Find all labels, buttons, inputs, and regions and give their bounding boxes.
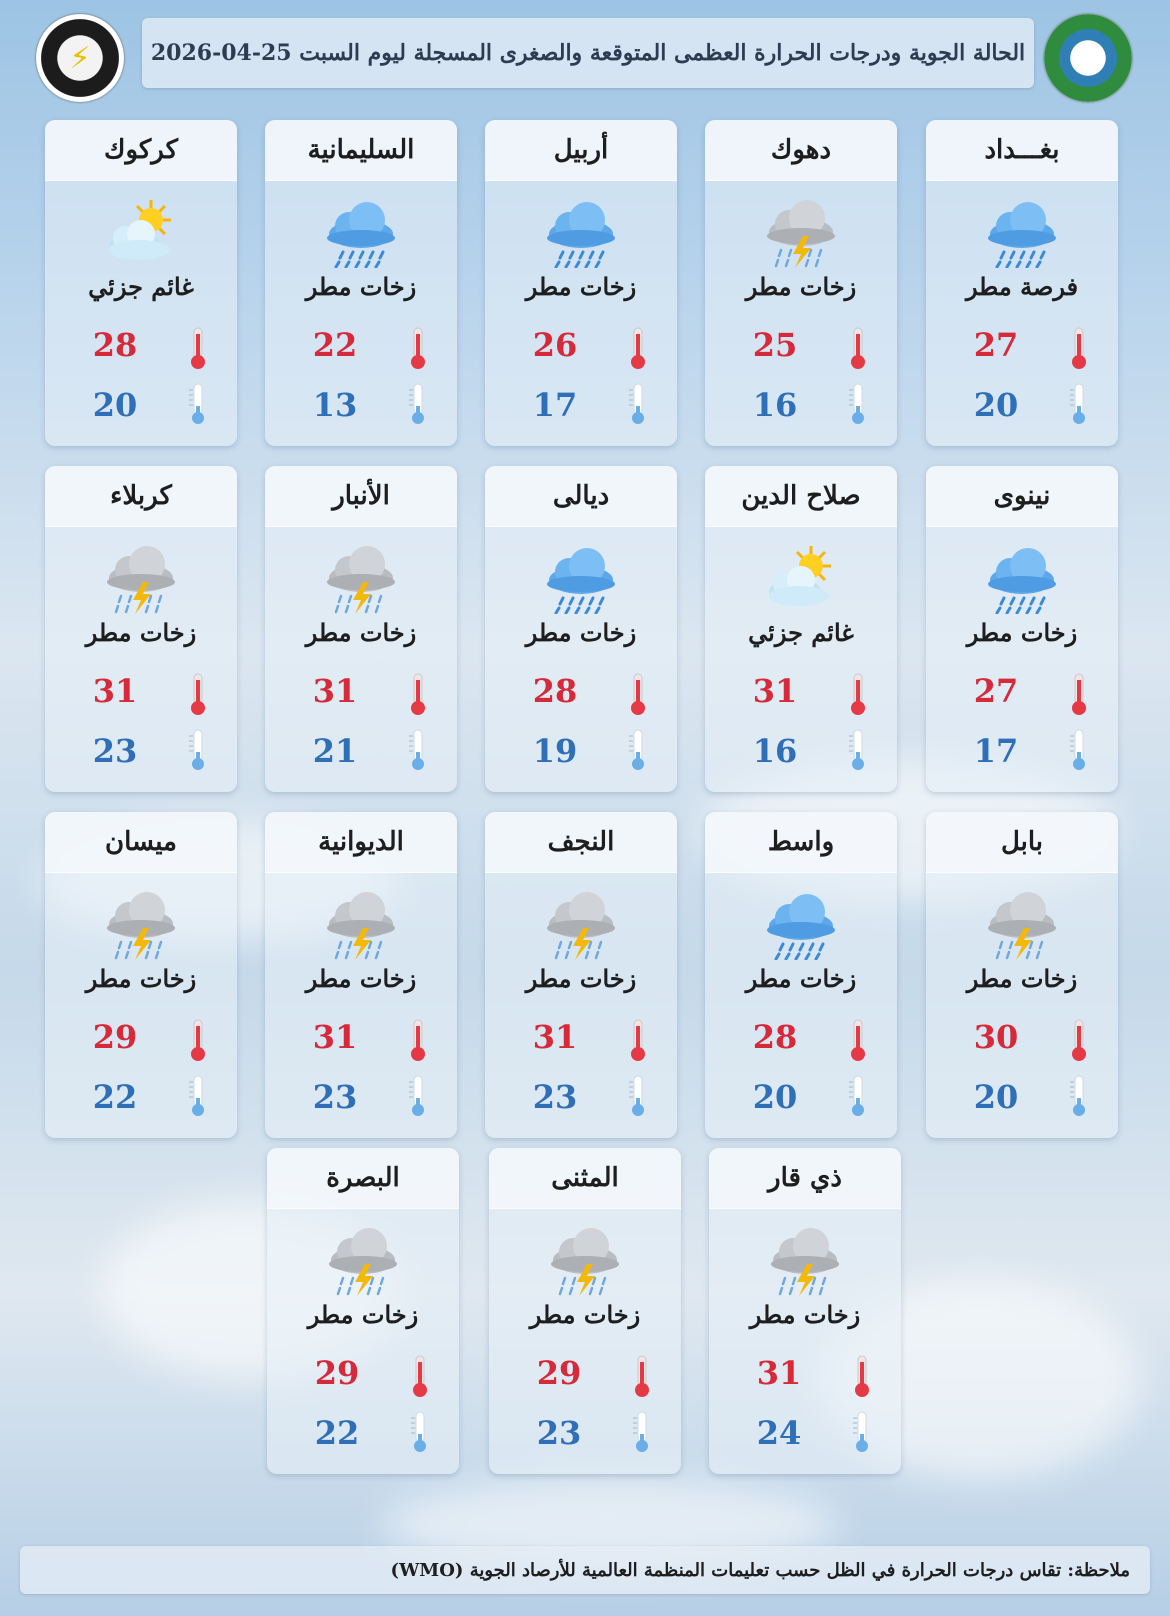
city-name: نينوى	[993, 481, 1051, 511]
min-temperature: 20	[973, 1078, 1019, 1116]
footer-note: ملاحظة: تقاس درجات الحرارة في الظل حسب تعليمات المنظمة العالمية للأرصاد الجوية (WMO)	[390, 1559, 1130, 1581]
max-temperature: 28	[532, 672, 578, 710]
max-temperature: 29	[314, 1354, 360, 1392]
city-card	[705, 466, 897, 792]
max-temperature: 22	[312, 326, 358, 364]
max-temperature: 31	[532, 1018, 578, 1056]
rain-cloud-icon	[982, 542, 1062, 614]
city-name: ميسان	[105, 827, 177, 857]
hot-thermometer-icon	[1070, 1018, 1088, 1062]
weather-condition: زخات مطر	[745, 964, 857, 993]
hot-thermometer-icon	[849, 326, 867, 370]
min-temperature: 20	[92, 386, 138, 424]
city-card	[705, 120, 897, 446]
thunder-shower-icon	[101, 542, 181, 614]
max-temperature: 31	[756, 1354, 802, 1392]
city-name: السليمانية	[307, 135, 415, 165]
max-temperature: 27	[973, 326, 1019, 364]
city-card	[265, 812, 457, 1138]
cold-thermometer-icon	[409, 728, 427, 772]
cold-thermometer-icon	[633, 1410, 651, 1454]
cold-thermometer-icon	[629, 1074, 647, 1118]
rain-cloud-icon	[541, 542, 621, 614]
rain-cloud-icon	[761, 888, 841, 960]
city-card	[926, 812, 1118, 1138]
city-card	[267, 1148, 459, 1474]
city-card-header	[705, 466, 897, 527]
weather-condition: زخات مطر	[529, 1300, 641, 1329]
cold-thermometer-icon	[189, 382, 207, 426]
min-temperature: 17	[532, 386, 578, 424]
cold-thermometer-icon	[189, 1074, 207, 1118]
city-card-header	[45, 466, 237, 527]
cloud-emblem-icon: ☁	[1075, 43, 1101, 73]
hot-thermometer-icon	[629, 326, 647, 370]
max-temperature: 29	[92, 1018, 138, 1056]
rain-cloud-icon	[321, 196, 401, 268]
max-temperature: 29	[536, 1354, 582, 1392]
cold-thermometer-icon	[411, 1410, 429, 1454]
min-temperature: 17	[973, 732, 1019, 770]
weather-condition: زخات مطر	[85, 964, 197, 993]
city-card	[485, 120, 677, 446]
min-temperature: 20	[752, 1078, 798, 1116]
min-temperature: 13	[312, 386, 358, 424]
city-card-header	[45, 120, 237, 181]
weather-condition: زخات مطر	[966, 618, 1078, 647]
max-temperature: 25	[752, 326, 798, 364]
hot-thermometer-icon	[409, 326, 427, 370]
cold-thermometer-icon	[849, 382, 867, 426]
cold-thermometer-icon	[1070, 382, 1088, 426]
hot-thermometer-icon	[849, 1018, 867, 1062]
hot-thermometer-icon	[629, 672, 647, 716]
footer-bar	[20, 1546, 1150, 1594]
weather-condition: زخات مطر	[307, 1300, 419, 1329]
thunder-shower-icon	[765, 1224, 845, 1296]
hot-thermometer-icon	[189, 672, 207, 716]
min-temperature: 21	[312, 732, 358, 770]
city-card	[926, 466, 1118, 792]
weather-condition: زخات مطر	[966, 964, 1078, 993]
thunder-shower-icon	[541, 888, 621, 960]
max-temperature: 28	[92, 326, 138, 364]
city-card-header	[926, 120, 1118, 181]
city-name: بغـــداد	[984, 135, 1060, 165]
thunder-shower-icon	[545, 1224, 625, 1296]
thunder-shower-icon	[982, 888, 1062, 960]
hot-thermometer-icon	[1070, 672, 1088, 716]
city-card	[485, 466, 677, 792]
thunder-shower-icon	[321, 888, 401, 960]
city-card	[485, 812, 677, 1138]
city-card-header	[489, 1148, 681, 1209]
city-card-header	[265, 120, 457, 181]
hot-thermometer-icon	[629, 1018, 647, 1062]
city-name: الأنبار	[332, 481, 390, 511]
city-name: الديوانية	[318, 827, 404, 857]
city-name: ذي قار	[768, 1163, 842, 1193]
city-card-header	[265, 812, 457, 873]
city-name: صلاح الدين	[741, 481, 861, 511]
lightning-emblem-icon: ⚡	[69, 40, 91, 76]
weather-condition: زخات مطر	[305, 618, 417, 647]
city-name: ديالى	[552, 481, 610, 511]
city-name: دهوك	[770, 135, 832, 165]
weather-condition: فرصة مطر	[965, 272, 1079, 301]
city-name: البصرة	[326, 1163, 400, 1193]
min-temperature: 23	[536, 1414, 582, 1452]
city-card	[265, 120, 457, 446]
hot-thermometer-icon	[409, 1018, 427, 1062]
city-card-header	[485, 812, 677, 873]
hot-thermometer-icon	[411, 1354, 429, 1398]
weather-condition: زخات مطر	[305, 272, 417, 301]
weather-condition: زخات مطر	[525, 964, 637, 993]
hot-thermometer-icon	[633, 1354, 651, 1398]
rain-cloud-icon	[982, 196, 1062, 268]
city-card-header	[45, 812, 237, 873]
city-card	[926, 120, 1118, 446]
city-card-header	[709, 1148, 901, 1209]
max-temperature: 31	[92, 672, 138, 710]
partly-cloudy-icon	[101, 196, 181, 268]
cold-thermometer-icon	[1070, 1074, 1088, 1118]
cold-thermometer-icon	[629, 382, 647, 426]
hot-thermometer-icon	[189, 1018, 207, 1062]
cold-thermometer-icon	[853, 1410, 871, 1454]
city-name: كركوك	[104, 135, 178, 165]
rain-cloud-icon	[541, 196, 621, 268]
weather-condition: زخات مطر	[749, 1300, 861, 1329]
max-temperature: 26	[532, 326, 578, 364]
city-card-header	[926, 466, 1118, 527]
min-temperature: 23	[312, 1078, 358, 1116]
max-temperature: 31	[752, 672, 798, 710]
min-temperature: 22	[314, 1414, 360, 1452]
city-card	[45, 120, 237, 446]
min-temperature: 19	[532, 732, 578, 770]
max-temperature: 27	[973, 672, 1019, 710]
cold-thermometer-icon	[1070, 728, 1088, 772]
min-temperature: 16	[752, 386, 798, 424]
max-temperature: 31	[312, 672, 358, 710]
city-name: أربيل	[553, 135, 609, 165]
page-title: الحالة الجوية ودرجات الحرارة العظمى المتوقعة والصغرى المسجلة ليوم السبت 25-04-2026	[150, 40, 1026, 66]
max-temperature: 31	[312, 1018, 358, 1056]
thunder-shower-icon	[761, 196, 841, 268]
city-card-header	[926, 812, 1118, 873]
city-card-header	[265, 466, 457, 527]
thunder-shower-icon	[101, 888, 181, 960]
city-name: بابل	[1000, 827, 1044, 857]
weather-condition: زخات مطر	[525, 272, 637, 301]
partly-cloudy-icon	[761, 542, 841, 614]
cold-thermometer-icon	[849, 728, 867, 772]
weather-condition: زخات مطر	[525, 618, 637, 647]
city-name: واسط	[767, 827, 835, 857]
city-card	[45, 812, 237, 1138]
weather-condition: غائم جزئي	[88, 272, 194, 301]
weather-condition: زخات مطر	[305, 964, 417, 993]
cold-thermometer-icon	[629, 728, 647, 772]
weather-condition: زخات مطر	[745, 272, 857, 301]
city-card	[265, 466, 457, 792]
city-card	[705, 812, 897, 1138]
hot-thermometer-icon	[189, 326, 207, 370]
min-temperature: 23	[532, 1078, 578, 1116]
min-temperature: 22	[92, 1078, 138, 1116]
city-name: المثنى	[551, 1163, 619, 1193]
city-card-header	[705, 812, 897, 873]
city-name: النجف	[547, 827, 615, 857]
city-card	[489, 1148, 681, 1474]
min-temperature: 20	[973, 386, 1019, 424]
cold-thermometer-icon	[409, 1074, 427, 1118]
weather-condition: زخات مطر	[85, 618, 197, 647]
city-card-header	[705, 120, 897, 181]
city-name: كربلاء	[110, 481, 172, 511]
hot-thermometer-icon	[409, 672, 427, 716]
hot-thermometer-icon	[849, 672, 867, 716]
hot-thermometer-icon	[1070, 326, 1088, 370]
city-card-header	[485, 466, 677, 527]
max-temperature: 28	[752, 1018, 798, 1056]
city-card	[45, 466, 237, 792]
cold-thermometer-icon	[849, 1074, 867, 1118]
city-card-header	[485, 120, 677, 181]
min-temperature: 16	[752, 732, 798, 770]
cold-thermometer-icon	[189, 728, 207, 772]
thunder-shower-icon	[323, 1224, 403, 1296]
city-card-header	[267, 1148, 459, 1209]
thunder-shower-icon	[321, 542, 401, 614]
cold-thermometer-icon	[409, 382, 427, 426]
city-card	[709, 1148, 901, 1474]
max-temperature: 30	[973, 1018, 1019, 1056]
min-temperature: 24	[756, 1414, 802, 1452]
hot-thermometer-icon	[853, 1354, 871, 1398]
weather-condition: غائم جزئي	[748, 618, 854, 647]
min-temperature: 23	[92, 732, 138, 770]
